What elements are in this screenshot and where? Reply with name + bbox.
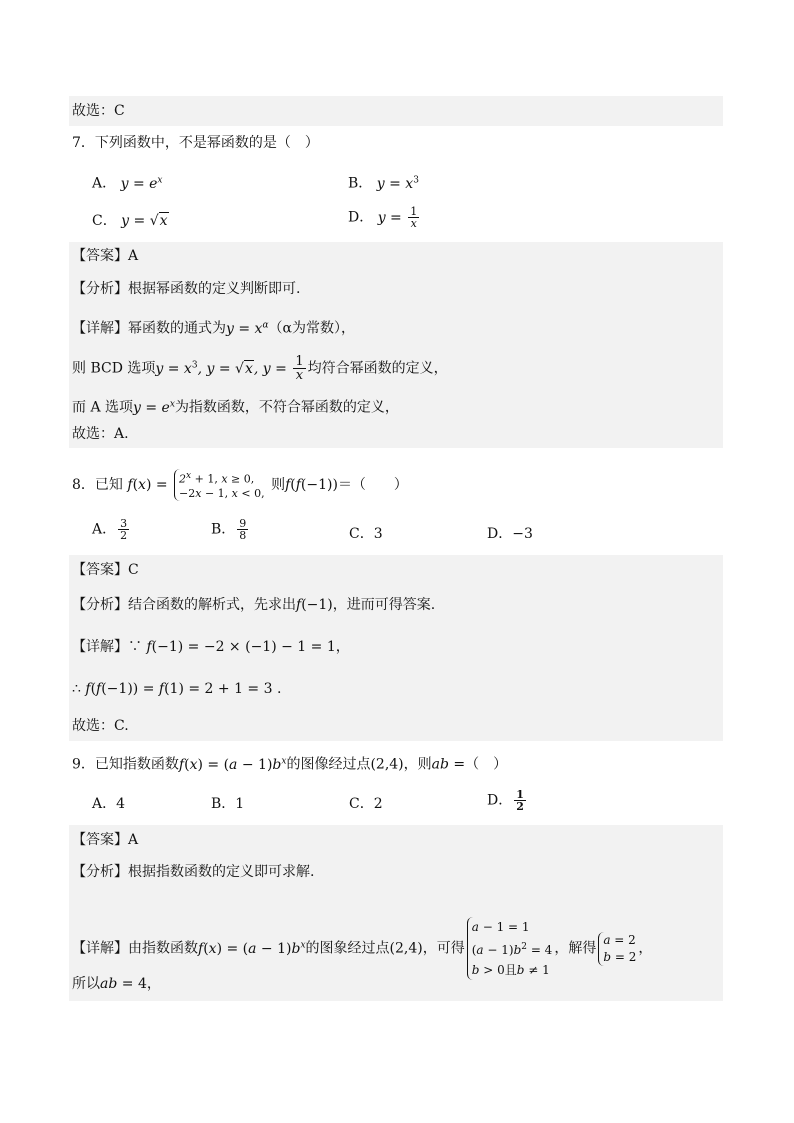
q8-detail-line2 xyxy=(72,679,281,699)
q7-option-c-label: C． xyxy=(92,213,117,229)
q9-detail xyxy=(72,917,652,980)
q8-option-a-value: $\frac{3}{2}$ xyxy=(120,517,128,542)
q9-detail-text-c: ，可得 xyxy=(422,940,465,957)
q9-detail-formula-1: $f(x) = (a - 1)b^x$ xyxy=(198,939,306,957)
q9-final-formula: ab = 4， xyxy=(100,976,161,992)
q8-detail-formula-1: ∵ f(−1) = −2 × (−1) − 1 = 1， xyxy=(128,639,350,655)
q9-final xyxy=(72,974,161,994)
q7-detail-label: 【详解】 xyxy=(72,320,128,337)
q9-detail-point: (2,4) xyxy=(389,940,423,957)
q9-detail-text-d: ，解得 xyxy=(554,940,597,957)
q8-detail-label: 【详解】 xyxy=(72,639,128,655)
q7-stem: 7．下列函数中，不是幂函数的是（ ） xyxy=(72,135,319,151)
q7-answer: 【答案】A xyxy=(72,248,139,264)
q9-stem-formula-2: ab = xyxy=(431,756,466,773)
q7-option-d-formula: y = $\frac{1}{x}$ xyxy=(377,205,418,230)
q8-option-b-label: B． xyxy=(211,521,236,538)
q8-option-d-value: −3 xyxy=(512,526,533,542)
q7-detail xyxy=(72,315,355,339)
q7-detail-line2 xyxy=(72,355,448,382)
q8-option-d xyxy=(487,524,533,544)
q7-option-a-formula: $y = e^x$ xyxy=(120,175,163,192)
q8-function-def: f(x) = 2$^x$ + 1, x ≥ 0, −2x − 1, x < 0, xyxy=(127,471,265,500)
q9-stem-point: (2,4) xyxy=(370,756,404,773)
q7-line3-text-a: 而 A 选项 xyxy=(72,399,134,416)
q7-option-c-formula: y = √x xyxy=(121,213,168,229)
q9-detail-comma: ， xyxy=(638,940,653,957)
q8-analysis-text-b: ，进而可得答案. xyxy=(332,597,436,613)
q7-analysis: 【分析】根据幂函数的定义判断即可. xyxy=(72,281,301,297)
q9-analysis: 【分析】根据指数函数的定义即可求解. xyxy=(72,864,315,880)
q9-option-d-value: $\frac{1}{2}$ xyxy=(516,788,524,813)
q8-option-b-value: $\frac{9}{8}$ xyxy=(239,517,247,542)
prev-choice-line: 故选：C xyxy=(72,103,125,119)
q8-stem-formula: f(f(−1)) xyxy=(285,476,338,493)
q9-stem xyxy=(72,751,507,775)
answer-band-prev xyxy=(69,96,723,126)
q7-line2-text-a: 则 BCD 选项 xyxy=(72,360,156,377)
q9-option-d-label: D． xyxy=(487,792,513,809)
q7-option-a-label: A． xyxy=(92,175,117,192)
q9-stem-text-c: ，则 xyxy=(403,756,432,773)
q9-stem-formula-1: $f(x) = (a - 1)b^x$ xyxy=(178,756,287,773)
q8-analysis-formula: f(−1) xyxy=(296,597,333,613)
q8-option-a-label: A． xyxy=(92,521,117,538)
q7-line3-formula: $y = e^x$ xyxy=(133,399,175,416)
q7-option-b xyxy=(348,170,419,194)
q9-option-c: C．2 xyxy=(349,796,383,812)
q8-piecewise: 2$^x$ + 1, x ≥ 0, −2x − 1, x < 0, xyxy=(174,469,265,501)
q9-final-text-a: 所以 xyxy=(72,976,100,992)
q9-option-a: A．4 xyxy=(92,796,126,812)
q8-option-a xyxy=(92,518,131,541)
q9-system-1: a − 1 = 1 $(a - 1)b^2 = 4$ b > 0且b ≠ 1 xyxy=(467,917,553,980)
q7-detail-text-2: （α为常数）， xyxy=(268,320,355,337)
q8-detail-formula-2: ∴ f(f(−1)) = f(1) = 2 + 1 = 3 . xyxy=(72,681,282,697)
q7-option-b-formula: $y = x^3$ xyxy=(376,175,419,192)
q9-stem-text-d: （ ） xyxy=(465,756,508,773)
q9-stem-text-b: 的图像经过点 xyxy=(286,756,371,773)
q7-detail-line3 xyxy=(72,394,399,418)
q9-system-2: a = 2 b = 2 xyxy=(598,932,636,966)
q7-choice: 故选：A. xyxy=(72,426,129,442)
q8-stem-text-c: ＝（ ） xyxy=(337,476,408,493)
q8-stem xyxy=(72,469,408,501)
q9-answer: 【答案】A xyxy=(72,832,139,848)
q8-analysis-text-a: 【分析】结合函数的解析式，先求出 xyxy=(72,597,296,613)
q8-stem-text-b: 则 xyxy=(271,476,286,493)
q7-detail-formula: $y = x^\alpha$ xyxy=(226,320,269,337)
q8-option-c: C．3 xyxy=(349,526,383,542)
q7-option-d-label: D． xyxy=(348,209,374,226)
q7-line2-formula: $y = x^3$, y = √x, y = $\frac{1}{x}$ xyxy=(155,354,304,384)
q9-detail-text-a: 【详解】由指数函数 xyxy=(72,940,198,957)
q8-stem-text-a: 8．已知 xyxy=(72,476,123,493)
q7-option-b-label: B． xyxy=(348,175,373,192)
q8-analysis xyxy=(72,595,435,615)
q8-option-b xyxy=(211,518,250,541)
q7-option-c xyxy=(92,211,169,231)
q7-option-d xyxy=(348,206,421,229)
q8-answer: 【答案】C xyxy=(72,562,139,578)
q9-detail-text-b: 的图象经过点 xyxy=(305,940,390,957)
q8-option-d-label: D． xyxy=(487,526,513,542)
q7-detail-text-1: 幂函数的通式为 xyxy=(128,320,226,337)
q7-line3-text-b: 为指数函数，不符合幂函数的定义， xyxy=(174,399,399,416)
q7-option-a xyxy=(92,170,163,194)
q9-option-b: B．1 xyxy=(211,796,245,812)
q8-detail-line1 xyxy=(72,637,350,657)
q8-choice: 故选：C. xyxy=(72,718,129,734)
q9-stem-text-a: 9．已知指数函数 xyxy=(72,756,179,773)
q9-option-d xyxy=(487,789,528,812)
q7-line2-text-b: 均符合幂函数的定义， xyxy=(307,360,448,377)
